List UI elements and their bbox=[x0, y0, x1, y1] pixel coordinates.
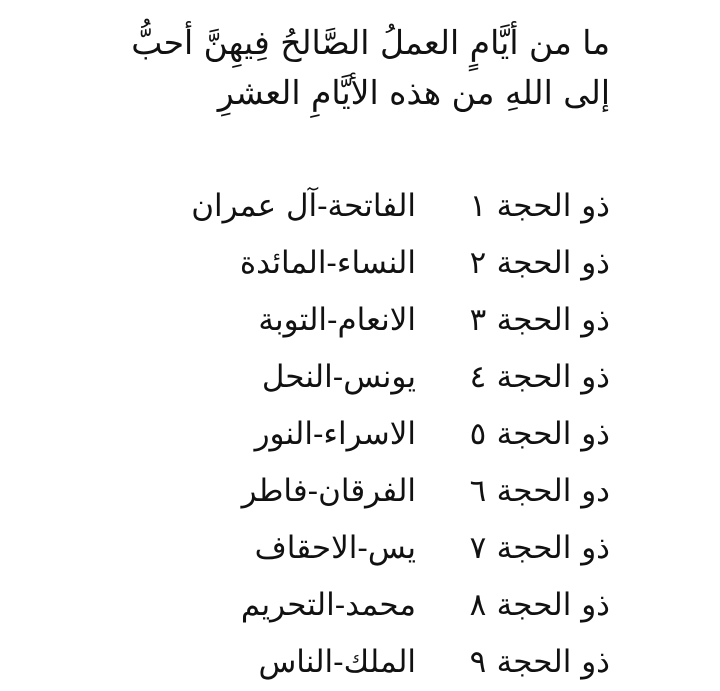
day-number: ٧ bbox=[469, 530, 487, 566]
schedule-row bbox=[140, 406, 610, 463]
month-label: دو الحجة bbox=[496, 473, 610, 509]
surah-range: الانعام-التوبة bbox=[258, 302, 416, 338]
heading-line-2: إلى اللهِ من هذه الأيَّامِ العشرِ bbox=[217, 73, 610, 112]
surah-range: الاسراء-النور bbox=[254, 416, 416, 452]
month-label: ذو الحجة bbox=[496, 245, 610, 281]
reading-schedule bbox=[140, 178, 610, 691]
day-number: ٩ bbox=[469, 644, 487, 680]
day-number: ٥ bbox=[469, 416, 487, 452]
surah-range: يس-الاحقاف bbox=[254, 530, 416, 566]
schedule-row bbox=[140, 520, 610, 577]
heading-line-1: ما من أيَّامٍ العملُ الصَّالحُ فِيهِنَّ أحبُّ bbox=[131, 23, 610, 62]
surah-range: الملك-الناس bbox=[258, 644, 416, 680]
day-number: ٦ bbox=[469, 473, 487, 509]
schedule-row bbox=[140, 349, 610, 406]
surah-range: محمد-التحريم bbox=[240, 587, 416, 623]
surah-range: الفاتحة-آل عمران bbox=[191, 188, 416, 224]
month-label: ذو الحجة bbox=[496, 644, 610, 680]
schedule-row bbox=[140, 577, 610, 634]
month-label: ذو الحجة bbox=[496, 188, 610, 224]
month-label: ذو الحجة bbox=[496, 587, 610, 623]
schedule-row bbox=[140, 235, 610, 292]
month-label: ذو الحجة bbox=[496, 302, 610, 338]
surah-range: الفرقان-فاطر bbox=[241, 473, 416, 509]
hadith-heading bbox=[110, 18, 610, 118]
day-number: ٣ bbox=[469, 302, 487, 338]
day-number: ٤ bbox=[469, 359, 487, 395]
month-label: ذو الحجة bbox=[496, 530, 610, 566]
schedule-row bbox=[140, 463, 610, 520]
schedule-row bbox=[140, 634, 610, 691]
month-label: ذو الحجة bbox=[496, 416, 610, 452]
month-label: ذو الحجة bbox=[496, 359, 610, 395]
schedule-row bbox=[140, 178, 610, 235]
surah-range: يونس-النحل bbox=[261, 359, 416, 395]
day-number: ١ bbox=[469, 188, 487, 224]
day-number: ٢ bbox=[469, 245, 487, 281]
surah-range: النساء-المائدة bbox=[239, 245, 416, 281]
schedule-row bbox=[140, 292, 610, 349]
day-number: ٨ bbox=[469, 587, 487, 623]
